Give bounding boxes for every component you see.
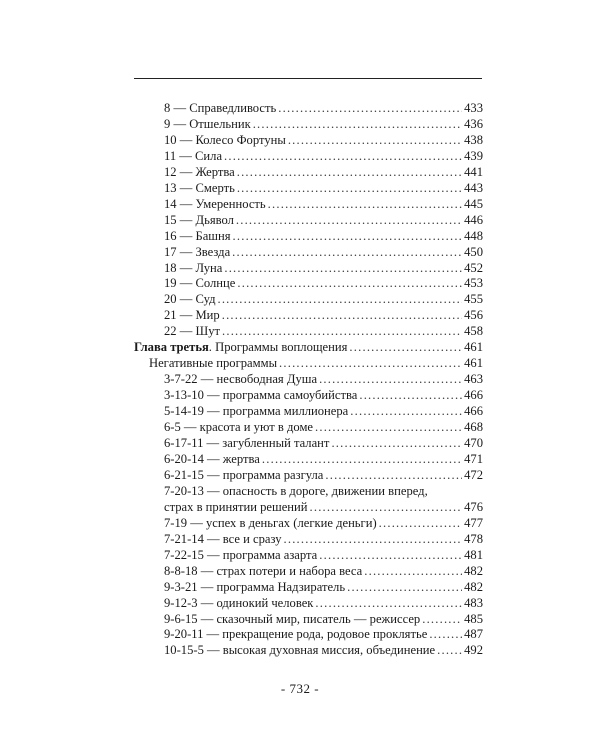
toc-entry — [134, 643, 483, 659]
leader-dots — [233, 229, 463, 245]
toc-entry — [134, 213, 483, 229]
leader-dots — [217, 292, 462, 308]
toc-entry — [134, 596, 483, 612]
toc-entry — [134, 308, 483, 324]
entry-page: 452 — [464, 260, 483, 275]
entry-page: 436 — [464, 116, 483, 131]
toc-entry — [134, 388, 483, 404]
entry-page: 445 — [464, 196, 483, 211]
entry-page: 466 — [464, 404, 483, 419]
leader-dots — [315, 420, 462, 436]
entry-page: 478 — [464, 531, 483, 546]
toc-entry — [134, 261, 483, 277]
toc-entry — [134, 229, 483, 245]
entry-title: 9-3-21 — программа Надзиратель — [164, 579, 346, 594]
leader-dots — [236, 213, 462, 229]
entry-page: 468 — [464, 420, 483, 435]
toc-entry — [134, 580, 483, 596]
toc-entry — [134, 133, 483, 149]
leader-dots — [279, 356, 462, 372]
entry-page: 466 — [464, 388, 483, 403]
section-page: 461 — [464, 356, 483, 371]
toc-entry — [134, 452, 483, 468]
leader-dots — [359, 388, 462, 404]
toc-entry — [134, 181, 483, 197]
toc-entry — [134, 149, 483, 165]
entry-title: 9-12-3 — одинокий человек — [164, 595, 314, 610]
leader-dots — [222, 324, 462, 340]
toc-entry — [134, 612, 483, 628]
entry-page: 471 — [464, 451, 483, 466]
leader-dots — [364, 564, 462, 580]
leader-dots — [319, 372, 462, 388]
entry-page: 470 — [464, 436, 483, 451]
chapter-heading — [134, 340, 483, 356]
leader-dots — [310, 500, 463, 516]
toc-entry — [134, 101, 483, 117]
header-rule — [134, 78, 482, 79]
arcana-list — [134, 101, 483, 340]
chapter-label: Глава третья — [134, 340, 209, 355]
toc-entry — [134, 548, 483, 564]
entry-page: 483 — [464, 595, 483, 610]
toc-entry — [134, 372, 483, 388]
entry-title: 22 — Шут — [164, 324, 220, 339]
toc-entry — [134, 197, 483, 213]
entry-page: 443 — [464, 180, 483, 195]
entry-title: 6-21-15 — программа разгула — [164, 467, 324, 482]
entry-title: 10 — Колесо Фортуны — [164, 132, 286, 147]
entry-title: 8-8-18 — страх потери и набора веса — [164, 563, 363, 578]
entry-title: 6-20-14 — жертва — [164, 451, 260, 466]
leader-dots — [224, 261, 462, 277]
leader-dots — [284, 532, 463, 548]
entry-page: 482 — [464, 563, 483, 578]
leader-dots — [315, 596, 462, 612]
entry-page: 455 — [464, 292, 483, 307]
entry-page: 448 — [464, 228, 483, 243]
entry-title: 7-22-15 — программа азарта — [164, 547, 318, 562]
entry-title: 8 — Справедливость — [164, 101, 277, 115]
entry-title: 3-13-10 — программа самоубийства — [164, 388, 358, 403]
entry-page: 463 — [464, 372, 483, 387]
toc-entry — [134, 627, 483, 643]
entry-title: 9-6-15 — сказочный мир, писатель — режиссер — [164, 611, 421, 626]
toc-entry — [134, 532, 483, 548]
section-heading — [134, 356, 483, 372]
entry-title: 9 — Отшельник — [164, 116, 251, 131]
entry-title: 12 — Жертва — [164, 164, 235, 179]
toc-entry — [134, 564, 483, 580]
entry-text-line1: 7-20-13 — опасность в дороге, движении вперед, — [164, 483, 428, 498]
entry-title: 16 — Башня — [164, 228, 231, 243]
leader-dots — [278, 101, 462, 117]
entry-title: 3-7-22 — несвободная Душа — [164, 372, 318, 387]
leader-dots — [331, 436, 462, 452]
toc-entry — [134, 468, 483, 484]
chapter-page: 461 — [464, 340, 483, 355]
leader-dots — [224, 149, 462, 165]
toc-entry — [134, 436, 483, 452]
entry-page: 477 — [464, 515, 483, 530]
entry-page: 476 — [464, 499, 483, 514]
toc-entry-multiline — [134, 484, 483, 516]
entry-page: 481 — [464, 547, 483, 562]
entry-title: 9-20-11 — прекращение рода, родовое проклятье — [164, 627, 428, 642]
entry-title: 10-15-5 — высокая духовная миссия, объединение — [164, 643, 436, 658]
toc-entry — [134, 516, 483, 532]
leader-dots — [319, 548, 462, 564]
leader-dots — [350, 404, 462, 420]
entry-page: 450 — [464, 244, 483, 259]
toc-entry — [134, 404, 483, 420]
leader-dots — [237, 181, 462, 197]
entry-title: 17 — Звезда — [164, 244, 231, 259]
leader-dots — [268, 197, 462, 213]
leader-dots — [347, 580, 462, 596]
leader-dots — [253, 117, 462, 133]
entry-title: 14 — Умеренность — [164, 196, 266, 211]
leader-dots — [325, 468, 462, 484]
table-of-contents — [134, 101, 483, 659]
toc-entry — [134, 324, 483, 340]
entry-text-line2: страх в принятии решений — [164, 499, 308, 514]
entry-page: 485 — [464, 611, 483, 626]
toc-entry — [134, 165, 483, 181]
entry-page: 446 — [464, 212, 483, 227]
entry-title: 7-21-14 — все и сразу — [164, 531, 282, 546]
entry-title: 11 — Сила — [164, 148, 223, 163]
entry-page: 492 — [464, 643, 483, 658]
entry-page: 472 — [464, 467, 483, 482]
toc-entry — [134, 420, 483, 436]
leader-dots — [379, 516, 462, 532]
toc-entry — [134, 276, 483, 292]
entry-title: 6-5 — красота и уют в доме — [164, 420, 313, 435]
entry-title: 18 — Луна — [164, 260, 223, 275]
entry-title: 19 — Солнце — [164, 276, 236, 291]
entry-page: 433 — [464, 101, 483, 115]
entry-page: 482 — [464, 579, 483, 594]
leader-dots — [222, 308, 462, 324]
programs-list-a — [134, 372, 483, 484]
entry-page: 439 — [464, 148, 483, 163]
leader-dots — [237, 276, 462, 292]
entry-title: 5-14-19 — программа миллионера — [164, 404, 349, 419]
entry-title: 20 — Суд — [164, 292, 216, 307]
entry-title: 13 — Смерть — [164, 180, 235, 195]
entry-title: 7-19 — успех в деньгах (легкие деньги) — [164, 515, 377, 530]
leader-dots — [232, 245, 462, 261]
entry-title: 6-17-11 — загубленный талант — [164, 436, 330, 451]
leader-dots — [437, 643, 462, 659]
entry-title: 21 — Мир — [164, 308, 220, 323]
toc-entry — [134, 292, 483, 308]
section-title: Негативные программы — [149, 356, 278, 371]
leader-dots — [288, 133, 462, 149]
entry-page: 453 — [464, 276, 483, 291]
toc-entry — [134, 245, 483, 261]
chapter-title: . Программы воплощения — [208, 340, 348, 355]
programs-list-b — [134, 516, 483, 660]
leader-dots — [262, 452, 462, 468]
page-number: - 732 - — [280, 681, 320, 696]
leader-dots — [429, 627, 462, 643]
entry-page: 456 — [464, 308, 483, 323]
entry-page: 441 — [464, 164, 483, 179]
leader-dots — [422, 612, 462, 628]
entry-page: 438 — [464, 132, 483, 147]
toc-entry — [134, 117, 483, 133]
leader-dots — [237, 165, 462, 181]
entry-page: 487 — [464, 627, 483, 642]
entry-page: 458 — [464, 324, 483, 339]
leader-dots — [349, 340, 462, 356]
entry-title: 15 — Дьявол — [164, 212, 234, 227]
